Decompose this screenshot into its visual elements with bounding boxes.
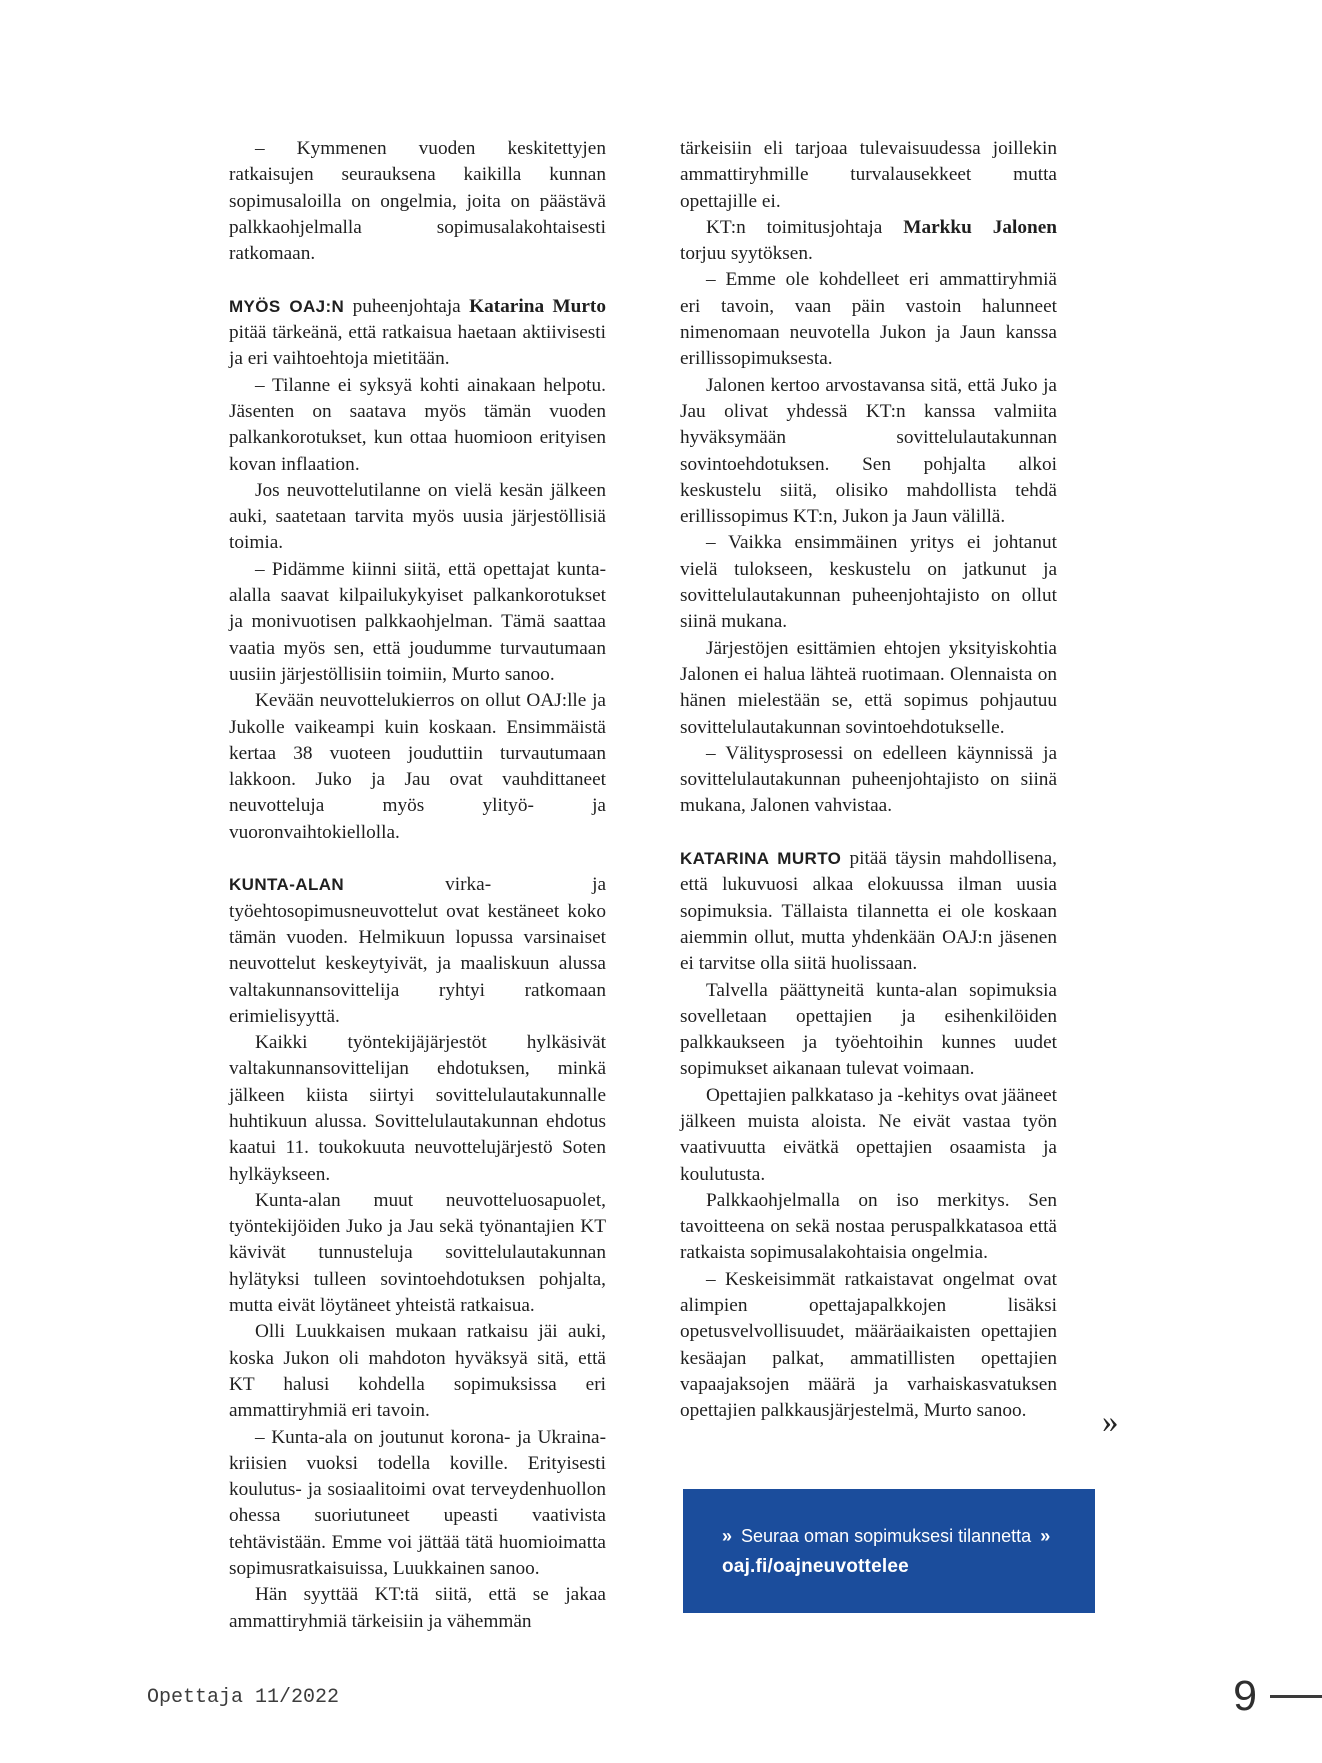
footer-page-number-group <box>1233 1673 1322 1720</box>
body-text: Kevään neuvottelukierros on ollut OAJ:lle ja Jukolle vaikeampi kuin koskaan. Ensimmäistä kertaa 38 vuoteen jouduttiin turvautumaan lakkoon. Juko ja Jau ovat vauhdittaneet neuvotteluja myös ylityö- ja vuoronvaihtokiellolla. <box>229 690 606 843</box>
body-text: – Tilanne ei syksyä kohti ainakaan helpotu. Jäsenten on saatava myös tämän vuoden palkankorotukset, kun ottaa huomioon erityisen kovan inflaation. <box>229 374 606 475</box>
paragraph <box>680 136 1057 215</box>
section-lead-in: MYÖS OAJ:N <box>229 296 345 316</box>
body-text: Opettajien palkkataso ja -kehitys ovat jääneet jälkeen muista aloista. Ne eivät vastaa työn vaativuutta eivätkä opettajien osaamista ja koulutusta. <box>680 1084 1057 1185</box>
cta-link[interactable]: oaj.fi/oajneuvottelee <box>722 1556 909 1577</box>
body-text: tärkeisiin eli tarjoaa tulevaisuudessa joillekin ammattiryhmille turvalausekkeet mutta opettajille ei. <box>680 138 1057 212</box>
paragraph <box>229 1188 606 1319</box>
paragraph <box>680 267 1057 372</box>
paragraph <box>680 373 1057 531</box>
cta-label: Seuraa oman sopimuksesi tilannetta <box>741 1526 1032 1546</box>
paragraph <box>680 636 1057 741</box>
body-text: – Pidämme kiinni siitä, että opettajat kunta-alalla saavat kilpailukykyiset palkankorotukset ja monivuotisen palkkaohjelman. Tämä saattaa vaatia myös sen, että joudumme turvautumaan uusiin järjestöllisiin toimiin, Murto sanoo. <box>229 558 606 685</box>
paragraph <box>229 1030 606 1188</box>
paragraph <box>680 530 1057 635</box>
paragraph <box>680 978 1057 1083</box>
body-text: – Kymmenen vuoden keskitettyjen ratkaisujen seurauksena kaikilla kunnan sopimusaloilla on ongelmia, joita on päästävä palkkaohjelmalla sopimusalakohtaisesti ratkomaan. <box>229 138 606 265</box>
page-number: 9 <box>1233 1672 1257 1720</box>
body-text: Olli Luukkaisen mukaan ratkaisu jäi auki, koska Jukon oli mahdoton hyväksyä sitä, että KT halusi kohdella sopimuksissa eri ammattiryhmiä eri tavoin. <box>229 1321 606 1422</box>
body-text: Jos neuvottelutilanne on vielä kesän jälkeen auki, saatetaan tarvita myös uusia järjestöllisiä toimia. <box>229 479 606 554</box>
chevrons-right-icon: » <box>1040 1526 1051 1546</box>
footer-publication: Opettaja 11/2022 <box>147 1686 340 1709</box>
section-lead-in: KUNTA-ALAN <box>229 875 345 895</box>
chevrons-right-icon: » <box>722 1526 733 1546</box>
body-text: Hän syyttää KT:tä siitä, että se jakaa ammattiryhmiä tärkeisiin ja vähemmän <box>229 1584 606 1632</box>
person-name: Markku Jalonen <box>903 216 1058 238</box>
body-text: virka- ja työehtosopimusneuvottelut ovat kestäneet koko tämän vuoden. Helmikuun lopussa varsinaiset neuvottelut keskeytyivät, ja maaliskuun alussa valtakunnansovittelija ryhtyi ratkomaan erimielisyyttä. <box>229 874 606 1027</box>
paragraph <box>229 872 606 1030</box>
body-text: Talvella päättyneitä kunta-alan sopimuksia sovelletaan opettajien ja esihenkilöiden palkkaukseen ja työehtoihin kunnes uudet sopimukset aikanaan tulevat voimaan. <box>680 979 1057 1080</box>
paragraph <box>229 373 606 478</box>
cta-text <box>722 1524 1079 1549</box>
paragraph <box>680 1083 1057 1188</box>
paragraph <box>680 1188 1057 1267</box>
cta-box[interactable] <box>683 1489 1095 1613</box>
story-continues-icon: » <box>1102 1404 1119 1440</box>
section-lead-in: KATARINA MURTO <box>680 849 842 869</box>
paragraph <box>229 1319 606 1424</box>
body-text: – Keskeisimmät ratkaistavat ongelmat ovat alimpien opettajapalkkojen lisäksi opetusvelvollisuudet, määräaikaisten opettajien kesäajan palkat, ammatillisten opettajien vapaajaksojen määrä ja varhaiskasvatuksen opettajien palkkausjärjestelmä, Murto sanoo. <box>680 1268 1057 1422</box>
body-text: puheenjohtaja <box>344 295 470 317</box>
body-text: Järjestöjen esittämien ehtojen yksityiskohtia Jalonen ei halua lähteä ruotimaan. Olennaista on hänen mielestään se, että sopimus pohjautuu sovittelulautakunnan sovintoehdotukselle. <box>680 637 1057 738</box>
body-text: – Emme ole kohdelleet eri ammattiryhmiä eri tavoin, vaan päin vastoin halunneet nimenomaan neuvotella Jukon ja Jaun kanssa erillissopimuksesta. <box>680 269 1057 370</box>
paragraph <box>229 688 606 846</box>
article-column-left <box>229 136 606 1635</box>
body-text: pitää tärkeänä, että ratkaisua haetaan aktiivisesti ja eri vaihtoehtoja mietitään. <box>229 322 606 370</box>
body-text: KT:n toimitusjohtaja <box>706 216 904 238</box>
paragraph <box>229 136 606 267</box>
body-text: pitää täysin mahdollisena, että lukuvuosi alkaa elokuussa ilman uusia sopimuksia. Tällaista tilannetta ei ole koskaan aiemmin ollut, mutta yhdenkään OAJ:n jäsenen ei tarvitse olla siitä huolissaan. <box>680 848 1057 975</box>
paragraph <box>680 741 1057 820</box>
body-text: Kunta-alan muut neuvotteluosapuolet, työntekijöiden Juko ja Jau sekä työnantajien KT kävivät tunnusteluja sovittelulautakunnan hylätyksi tulleen sovintoehdotuksen pohjalta, mutta eivät löytäneet yhteistä ratkaisua. <box>229 1189 606 1317</box>
paragraph <box>680 846 1057 977</box>
person-name: Katarina Murto <box>469 295 606 317</box>
paragraph <box>229 1582 606 1635</box>
body-text: torjuu syytöksen. <box>680 243 813 265</box>
body-text: Jalonen kertoo arvostavansa sitä, että Juko ja Jau olivat yhdessä KT:n kanssa valmiita hyväksymään sovittelulautakunnan sovintoehdotuksen. Sen pohjalta alkoi keskustelu siitä, olisiko mahdollista tehdä erillissopimus KT:n, Jukon ja Jaun välillä. <box>680 374 1057 528</box>
body-text: – Kunta-ala on joutunut korona- ja Ukraina-kriisien vuoksi todella koville. Erityisesti koulutus- ja sosiaalitoimi ovat terveydenhuollon ohessa suoriutuneet upeasti vaativista tehtävistään. Emme voi jättää tätä huomioimatta sopimusratkaisuissa, Luukkainen sanoo. <box>229 1426 606 1580</box>
body-text: Palkkaohjelmalla on iso merkitys. Sen tavoitteena on sekä nostaa peruspalkkatasoa että ratkaista sopimusalakohtaisia ongelmia. <box>680 1189 1057 1264</box>
paragraph <box>229 557 606 688</box>
paragraph <box>229 294 606 373</box>
body-text: Kaikki työntekijäjärjestöt hylkäsivät valtakunnansovittelijan ehdotuksen, minkä jälkeen kiista siirtyi sovittelulautakunnalle huhtikuun alussa. Sovittelulautakunnan ehdotus kaatui 11. toukokuuta neuvottelujärjestö Soten hylkäykseen. <box>229 1032 606 1185</box>
body-text: – Vaikka ensimmäinen yritys ei johtanut vielä tulokseen, keskustelu on jatkunut ja sovittelulautakunnan puheenjohtajisto on ollut siinä mukana. <box>680 532 1057 633</box>
paragraph <box>229 478 606 557</box>
article-column-right <box>680 136 1057 1425</box>
page-rule <box>1270 1695 1322 1698</box>
paragraph <box>680 1267 1057 1425</box>
paragraph <box>229 1425 606 1583</box>
body-text: – Välitysprosessi on edelleen käynnissä ja sovittelulautakunnan puheenjohtajisto on siinä mukana, Jalonen vahvistaa. <box>680 742 1057 817</box>
paragraph <box>680 215 1057 268</box>
